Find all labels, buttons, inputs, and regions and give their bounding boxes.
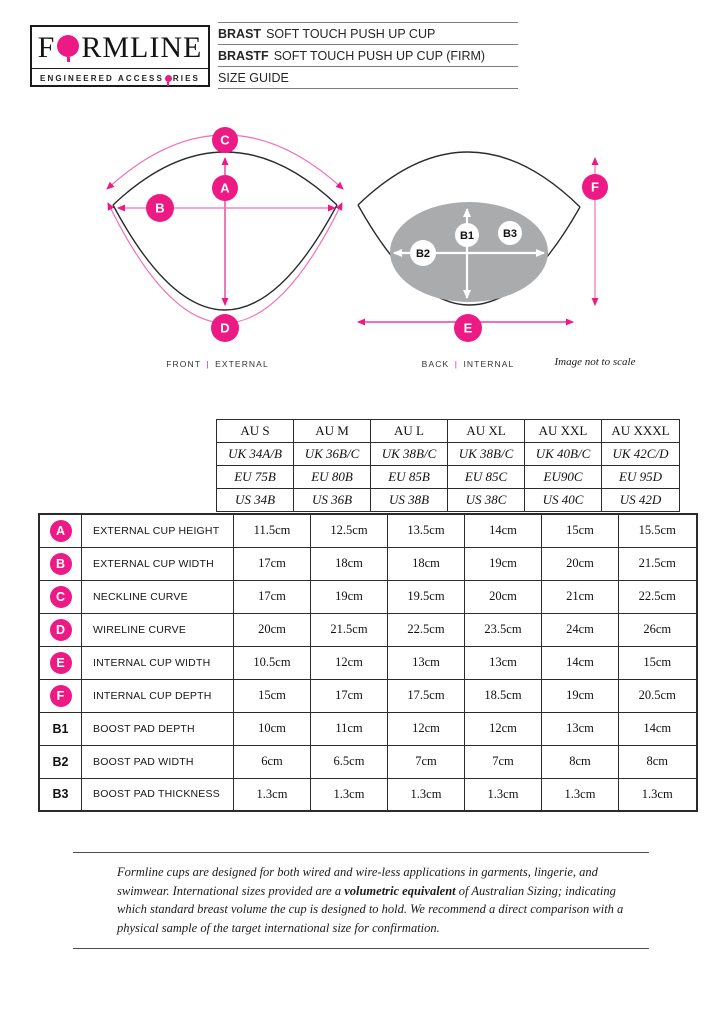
value-cell: 11cm (311, 712, 388, 745)
badge-b3-letter: B3 (502, 228, 518, 240)
measure-row-d (39, 613, 697, 646)
value-cell: 20cm (234, 613, 311, 646)
size-cell: AU M (294, 420, 371, 443)
size-cell: AU XXL (525, 420, 602, 443)
eu-size-row (217, 466, 680, 489)
row-label: NECKLINE CURVE (82, 580, 234, 613)
product-code: BRAST (218, 26, 262, 41)
value-cell: 15cm (234, 679, 311, 712)
caption-front-external: FRONT | EXTERNAL (166, 359, 269, 369)
value-cell: 19cm (311, 580, 388, 613)
value-cell: 10.5cm (234, 646, 311, 679)
row-label: INTERNAL CUP DEPTH (82, 679, 234, 712)
value-cell: 10cm (234, 712, 311, 745)
size-cell: US 34B (217, 489, 294, 512)
caption-separator: | (206, 359, 210, 369)
logo-tagline: ENGINEERED ACCESS RIES (40, 74, 200, 83)
row-label: BOOST PAD WIDTH (82, 745, 234, 778)
value-cell: 13cm (542, 712, 619, 745)
measure-row-b1 (39, 712, 697, 745)
product-code: BRASTF (218, 48, 269, 63)
product-line-brastf (218, 45, 518, 67)
product-name: SOFT TOUCH PUSH UP CUP (FIRM) (273, 48, 486, 63)
measure-row-b2 (39, 745, 697, 778)
measure-row-b (39, 547, 697, 580)
value-cell: 19cm (465, 547, 542, 580)
size-cell: UK 36B/C (294, 443, 371, 466)
row-label: INTERNAL CUP WIDTH (82, 646, 234, 679)
value-cell: 19cm (542, 679, 619, 712)
uk-size-row (217, 443, 680, 466)
row-label: WIRELINE CURVE (82, 613, 234, 646)
value-cell: 17cm (234, 547, 311, 580)
value-cell: 6cm (234, 745, 311, 778)
product-title-block (218, 22, 518, 89)
value-cell: 12cm (388, 712, 465, 745)
badge-b2-letter: B2 (415, 248, 431, 260)
row-badge: E (50, 652, 72, 674)
scale-note: Image not to scale (554, 356, 636, 368)
value-cell: 20cm (542, 547, 619, 580)
row-badge: B3 (52, 787, 69, 802)
measure-row-c (39, 580, 697, 613)
row-badge: F (50, 685, 72, 707)
badge-a-letter: A (220, 180, 230, 196)
back-internal-diagram (350, 125, 618, 360)
logo-text-rmline: RMLINE (81, 30, 203, 64)
badge-b1-letter: B1 (459, 230, 475, 242)
badge-d-letter: D (220, 320, 230, 336)
value-cell: 18.5cm (465, 679, 542, 712)
value-cell: 1.3cm (619, 778, 697, 811)
measure-row-e (39, 646, 697, 679)
footer-bold-phrase: volumetric equivalent (344, 883, 456, 898)
logo-wordmark (32, 27, 208, 69)
badge-f-letter: F (591, 179, 599, 195)
value-cell: 12.5cm (311, 514, 388, 547)
logo-text-f: F (37, 30, 56, 64)
row-label: BOOST PAD THICKNESS (82, 778, 234, 811)
badge-e-letter: E (463, 320, 473, 336)
badge-b-letter: B (155, 200, 165, 216)
size-cell: AU XXXL (602, 420, 680, 443)
value-cell: 24cm (542, 613, 619, 646)
value-cell: 13.5cm (388, 514, 465, 547)
measure-row-f (39, 679, 697, 712)
size-cell: EU 85C (448, 466, 525, 489)
value-cell: 21cm (542, 580, 619, 613)
value-cell: 22.5cm (388, 613, 465, 646)
badge-c-letter: C (220, 132, 230, 148)
value-cell: 15cm (542, 514, 619, 547)
value-cell: 14cm (619, 712, 697, 745)
value-cell: 17.5cm (388, 679, 465, 712)
size-cell: AU S (217, 420, 294, 443)
value-cell: 20.5cm (619, 679, 697, 712)
size-cell: EU 85B (371, 466, 448, 489)
size-cell: US 38B (371, 489, 448, 512)
value-cell: 1.3cm (234, 778, 311, 811)
row-badge: A (50, 520, 72, 542)
formline-logo (30, 25, 210, 87)
size-cell: UK 38B/C (448, 443, 525, 466)
value-cell: 7cm (465, 745, 542, 778)
value-cell: 18cm (311, 547, 388, 580)
size-cell: EU90C (525, 466, 602, 489)
product-name: SOFT TOUCH PUSH UP CUP (266, 26, 436, 41)
size-cell: EU 95D (602, 466, 680, 489)
value-cell: 6.5cm (311, 745, 388, 778)
caption-separator: | (454, 359, 458, 369)
value-cell: 8cm (542, 745, 619, 778)
value-cell: 13cm (388, 646, 465, 679)
size-cell: EU 80B (294, 466, 371, 489)
value-cell: 26cm (619, 613, 697, 646)
value-cell: 14cm (542, 646, 619, 679)
row-label: BOOST PAD DEPTH (82, 712, 234, 745)
value-cell: 18cm (388, 547, 465, 580)
value-cell: 20cm (465, 580, 542, 613)
size-cell: UK 42C/D (602, 443, 680, 466)
value-cell: 19.5cm (388, 580, 465, 613)
value-cell: 21.5cm (311, 613, 388, 646)
size-cell: US 36B (294, 489, 371, 512)
au-size-row (217, 420, 680, 443)
value-cell: 23.5cm (465, 613, 542, 646)
value-cell: 22.5cm (619, 580, 697, 613)
caption-back-internal: BACK | INTERNAL (421, 359, 515, 369)
value-cell: 17cm (234, 580, 311, 613)
page-title: SIZE GUIDE (218, 70, 289, 85)
size-cell: UK 40B/C (525, 443, 602, 466)
row-badge: C (50, 586, 72, 608)
size-cell: UK 38B/C (371, 443, 448, 466)
value-cell: 17cm (311, 679, 388, 712)
size-cell: AU L (371, 420, 448, 443)
row-badge: B1 (52, 721, 69, 736)
row-label: EXTERNAL CUP WIDTH (82, 547, 234, 580)
measure-row-b3 (39, 778, 697, 811)
size-cell: US 42D (602, 489, 680, 512)
row-badge: B (50, 553, 72, 575)
size-cell: AU XL (448, 420, 525, 443)
footer-divider-top (73, 852, 649, 853)
row-badge: D (50, 619, 72, 641)
intl-size-table (216, 419, 680, 512)
value-cell: 14cm (465, 514, 542, 547)
product-line-brast (218, 23, 518, 45)
cup-outline-top (358, 152, 580, 207)
value-cell: 1.3cm (542, 778, 619, 811)
size-guide-title (218, 67, 518, 89)
measure-row-a (39, 514, 697, 547)
us-size-row (217, 489, 680, 512)
value-cell: 1.3cm (465, 778, 542, 811)
size-cell: US 38C (448, 489, 525, 512)
size-cell: UK 34A/B (217, 443, 294, 466)
value-cell: 12cm (465, 712, 542, 745)
value-cell: 1.3cm (388, 778, 465, 811)
value-cell: 21.5cm (619, 547, 697, 580)
value-cell: 8cm (619, 745, 697, 778)
footer-disclaimer: Formline cups are designed for both wired and wire-less applications in garments, lingerie, and swimwear. International sizes provided are a volumetric equivalent of Australian Sizing; indicating which standard breast volume the cup is designed to hold. We recommend a direct comparison with a physical sample of the target international size for confirmation. (117, 865, 624, 935)
value-cell: 15cm (619, 646, 697, 679)
size-cell: US 40C (525, 489, 602, 512)
front-external-diagram (85, 125, 365, 360)
row-label: EXTERNAL CUP HEIGHT (82, 514, 234, 547)
value-cell: 12cm (311, 646, 388, 679)
logo-balloon-o-icon (57, 35, 79, 57)
value-cell: 1.3cm (311, 778, 388, 811)
value-cell: 15.5cm (619, 514, 697, 547)
value-cell: 11.5cm (234, 514, 311, 547)
row-badge: B2 (52, 754, 69, 769)
measurements-table (38, 513, 698, 812)
size-cell: EU 75B (217, 466, 294, 489)
tagline-dot-o-icon (165, 75, 172, 82)
value-cell: 7cm (388, 745, 465, 778)
footer-divider-bottom (73, 948, 649, 949)
value-cell: 13cm (465, 646, 542, 679)
